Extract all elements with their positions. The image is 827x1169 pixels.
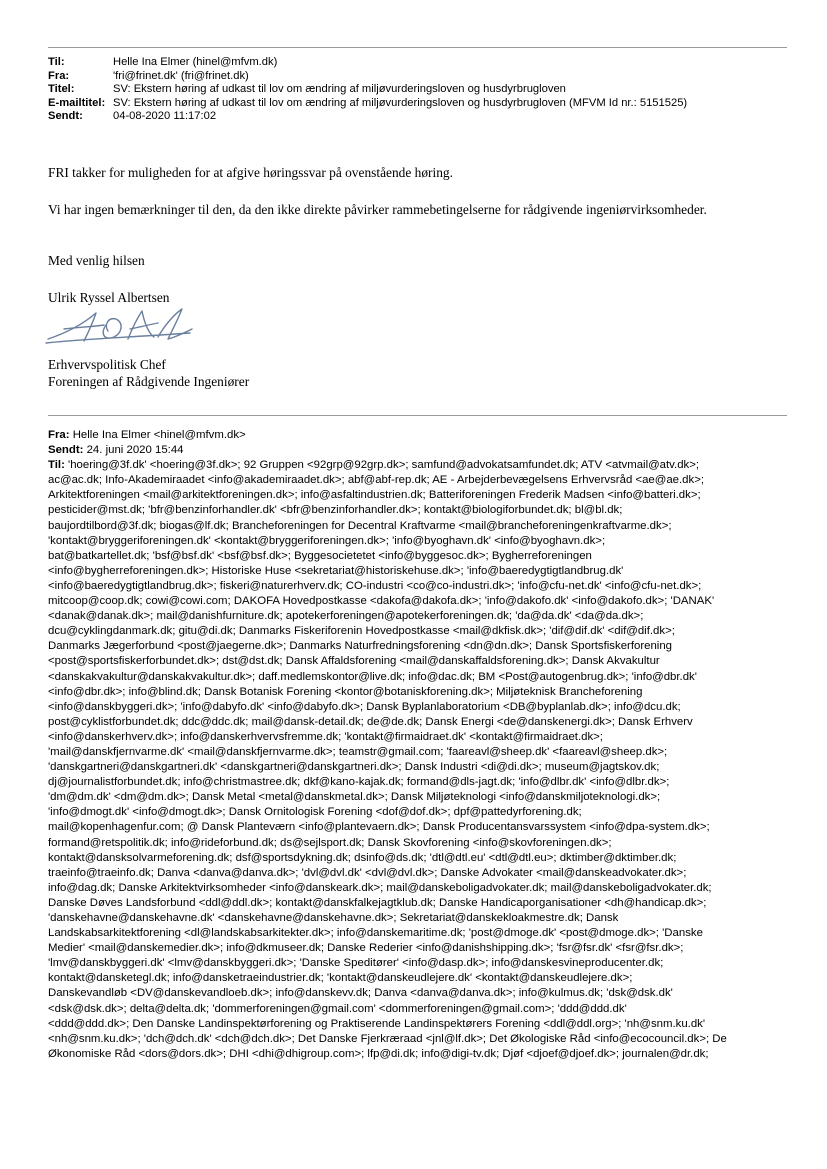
recipient-line: bat@batkartellet.dk; 'bsf@bsf.dk' <bsf@bsf.dk>; Byggesocietetet <info@byggesoc.dk>; Bygherreforeningen <box>48 549 592 562</box>
recipient-line: 'mail@danskfjernvarme.dk' <mail@danskfjernvarme.dk>; teamstr@gmail.com; 'faareavl@sheep.dk' <faareavl@sheep.dk>; <box>48 745 668 758</box>
sent-row <box>48 110 687 124</box>
recipient-line: <info@danskbyggeri.dk>; 'info@dabyfo.dk' <info@dabyfo.dk>; Dansk Byplanlaboratorium <DB@byplanlab.dk>; info@dcu.dk; <box>48 700 681 713</box>
recipient-line: Arkitektforeningen <mail@arkitektforeningen.dk>; info@asfaltindustrien.dk; Batteriforeningen Frederik Madsen <info@batteri.dk>; <box>48 489 701 502</box>
from-value: 'fri@frinet.dk' (fri@frinet.dk) <box>113 69 249 82</box>
recipient-line: <dsk@dsk.dk>; delta@delta.dk; 'dommerforeningen@gmail.com' <dommerforeningen@gmail.com>; 'ddd@ddd.dk' <box>48 1002 627 1015</box>
email-title-value: SV: Ekstern høring af udkast til lov om ændring af miljøvurderingsloven og husdyrbrugloven (MFVM Id nr.: 5151525) <box>113 96 688 109</box>
email-header <box>48 56 687 124</box>
recipient-line: dcu@cyklingdanmark.dk; gitu@di.dk; Danmarks Fiskeriforenin Hovedpostkasse <mail@dkfisk.dk>; 'dif@dif.dk' <dif@dif.dk>; <box>48 625 675 638</box>
from-row <box>48 70 687 84</box>
forwarded-to-line <box>48 458 788 473</box>
recipient-line: 'kontakt@bryggeriforeningen.dk' <kontakt@bryggeriforeningen.dk>; 'info@byoghavn.dk' <info@byoghavn.dk>; <box>48 534 606 547</box>
forwarded-from-line <box>48 428 788 443</box>
signer-organization: Foreningen af Rådgivende Ingeniører <box>48 374 250 389</box>
recipient-line: 'danskehavne@danskehavne.dk' <danskehavne@danskehavne.dk>; Sekretariat@danskekloakmestre.dk; Dansk <box>48 912 619 924</box>
forwarded-from-value: Helle Ina Elmer <hinel@mfvm.dk> <box>69 429 246 441</box>
recipient-line: traeinfo@traeinfo.dk; Danva <danva@danva.dk>; 'dvl@dvl.dk' <dvl@dvl.dk>; Danske Advokater <mail@danskeadvokater.dk>; <box>48 866 687 879</box>
recipient-line: <info@bygherreforeningen.dk>; Historiske Huse <sekretariat@historiskehuse.dk>; 'info@baeredygtigtlandbrug.dk' <box>48 564 624 577</box>
body-paragraph-2: Vi har ingen bemærkninger til den, da den ikke direkte påvirker rammebetingelserne for rådgivende ingeniørvirksomheder. <box>48 202 707 217</box>
to-value: Helle Ina Elmer (hinel@mfvm.dk) <box>113 56 278 68</box>
recipient-line: mitcoop@coop.dk; cowi@cowi.com; DAKOFA Hovedpostkasse <dakofa@dakofa.dk>; 'info@dakofo.dk' <info@dakofo.dk>; 'DANAK' <box>48 595 715 608</box>
recipient-line: Økonomiske Råd <dors@dors.dk>; DHI <dhi@dhigroup.com>; lfp@di.dk; info@digi-tv.dk; Djøf <djoef@djoef.dk>; journalen@dr.dk; <box>48 1047 709 1060</box>
recipient-line: ac@ac.dk; Info-Akademiraadet <info@akademiraadet.dk>; abf@abf-rep.dk; AE - Arbejderbevægelsens Erhvervsråd <ae@ae.dk>; <box>48 474 705 487</box>
recipient-line: 'info@dmogt.dk' <info@dmogt.dk>; Dansk Ornitologisk Forening <dof@dof.dk>; dpf@pattedyrforening.dk; <box>48 806 582 819</box>
recipient-line: <info@danskerhverv.dk>; info@danskerhvervsfremme.dk; 'kontakt@firmaidraet.dk' <kontakt@firmaidraet.dk>; <box>48 730 603 743</box>
recipient-line: Danske Døves Landsforbund <ddl@ddl.dk>; kontakt@danskfalkejagtklub.dk; Danske Handicaporganisationer <dh@handicap.dk>; <box>48 896 707 909</box>
forwarded-sent-value: 24. juni 2020 15:44 <box>83 444 184 457</box>
closing-text: Med venlig hilsen <box>48 253 145 268</box>
signer-name: Ulrik Ryssel Albertsen <box>48 290 170 305</box>
recipient-line: <ddd@ddd.dk>; Den Danske Landinspektørforening og Praktiserende Landinspektørers Forening <ddl@ddl.org>; 'nh@snm.ku.dk' <box>48 1017 706 1030</box>
sent-label: Sendt: <box>48 110 83 123</box>
recipient-line: Danmarks Jægerforbund <post@jaegerne.dk>; Danmarks Naturfredningsforening <dn@dn.dk>; Dansk Sportsfiskerforening <box>48 640 672 653</box>
recipient-line: mail@kopenhagenfur.com; @ Dansk Planteværn <info@plantevaern.dk>; Dansk Producentansvarssystem <info@dpa-system.dk>; <box>48 821 710 834</box>
recipient-line: dj@journalistforbundet.dk; info@christmastree.dk; dkf@kano-kajak.dk; formand@dls-jagt.dk; 'info@dlbr.dk' <info@dlbr.dk>; <box>48 776 670 789</box>
to-row <box>48 56 687 70</box>
recipient-line: 'dm@dm.dk' <dm@dm.dk>; Dansk Metal <metal@danskmetal.dk>; Dansk Miljøteknologi <info@danskmiljoteknologi.dk>; <box>48 791 661 804</box>
title-label: Titel: <box>48 83 75 96</box>
email-title-label: E-mailtitel: <box>48 96 106 109</box>
recipient-line: kontakt@dansketegl.dk; info@dansketraeindustrier.dk; 'kontakt@danskeudlejere.dk' <kontakt@danskeudlejere.dk>; <box>48 972 633 985</box>
recipient-line: 'hoering@3f.dk' <hoering@3f.dk>; 92 Gruppen <92grp@92grp.dk>; samfund@advokatsamfundet.dk; ATV <atvmail@atv.dk>; <box>64 459 700 472</box>
forwarded-sent-label: Sendt: <box>48 444 84 457</box>
title-value: SV: Ekstern høring af udkast til lov om ændring af miljøvurderingsloven og husdyrbrugloven <box>113 83 566 96</box>
recipient-line: Danskevandløb <DV@danskevandloeb.dk>; info@danskevv.dk; Danva <danva@danva.dk>; info@kulmus.dk; 'dsk@dsk.dk' <box>48 987 673 1000</box>
top-divider <box>48 47 787 48</box>
forwarded-message <box>48 428 788 1062</box>
recipient-line: <info@baeredygtigtlandbrug.dk>; fiskeri@naturerhverv.dk; CO-industri <co@co-industri.dk>; 'info@cfu-net.dk' <info@cfu-net.dk>; <box>48 579 702 592</box>
signer-role: Erhvervspolitisk Chef <box>48 357 166 372</box>
recipient-line: pesticider@mst.dk; 'bfr@benzinforhandler.dk' <bfr@benzinforhandler.dk>; kontakt@biologiforbundet.dk; bl@bl.dk; <box>48 504 623 517</box>
title-row <box>48 83 687 97</box>
recipient-line: 'danskgartneri@danskgartneri.dk' <danskgartneri@danskgartneri.dk>; Dansk Industri <di@di.dk>; museum@jagtskov.dk; <box>48 761 660 774</box>
forwarded-sent-line <box>48 443 788 458</box>
recipient-line: info@dag.dk; Danske Arkitektvirksomheder <info@danskeark.dk>; mail@danskeboligadvokater.dk; mail@danskeboligadvokater.dk; <box>48 881 712 894</box>
recipient-line: Landskabsarkitektforening <dl@landskabsarkitekter.dk>; info@danskemaritime.dk; 'post@dmoge.dk' <post@dmoge.dk>; 'Danske <box>48 927 703 940</box>
recipient-line: <danak@danak.dk>; mail@danishfurniture.dk; apotekerforeningen@apotekerforeningen.dk; 'da@da.dk' <da@da.dk>; <box>48 610 644 623</box>
forward-divider <box>48 415 787 416</box>
signature-image <box>44 303 194 347</box>
recipient-line: <danskakvakultur@danskakvakultur.dk>; daff.medlemskontor@live.dk; info@dac.dk; BM <Post@autogenbrug.dk>; 'info@dbr.dk' <box>48 670 697 683</box>
forwarded-to-label: Til: <box>48 459 65 472</box>
recipient-line: <info@dbr.dk>; info@blind.dk; Dansk Botanisk Forening <kontor@botaniskforening.dk>; Miljøteknisk Brancheforening <box>48 685 643 698</box>
recipient-line: kontakt@dansksolvarmeforening.dk; dsf@sportsdykning.dk; dsinfo@ds.dk; 'dtl@dtl.eu' <dtl@dtl.eu>; dktimber@dktimber.dk; <box>48 851 677 864</box>
email-title-row <box>48 97 687 111</box>
body-paragraph-1: FRI takker for muligheden for at afgive høringssvar på ovenstående høring. <box>48 165 453 180</box>
forwarded-from-label: Fra: <box>48 429 70 441</box>
sent-value: 04-08-2020 11:17:02 <box>113 110 217 123</box>
recipient-line: <nh@snm.ku.dk>; 'dch@dch.dk' <dch@dch.dk>; Det Danske Fjerkræraad <jnl@lf.dk>; Det Økologiske Råd <info@ecocouncil.dk>; De <box>48 1032 727 1045</box>
recipient-line: baujordtilbord@3f.dk; biogas@lf.dk; Brancheforeningen for Decentral Kraftvarme <mail@brancheforeningenkraftvarme.dk>; <box>48 519 672 532</box>
recipient-line: formand@retspolitik.dk; info@rideforbund.dk; ds@sejlsport.dk; Dansk Skovforening <info@skovforeningen.dk>; <box>48 836 612 849</box>
recipient-line: Medier' <mail@danskemedier.dk>; info@dkmuseer.dk; Danske Rederier <info@danishshipping.dk>; 'fsr@fsr.dk' <fsr@fsr.dk>; <box>48 942 684 955</box>
to-label: Til: <box>48 56 65 68</box>
recipient-line: post@cyklistforbundet.dk; ddc@ddc.dk; mail@dansk-detail.dk; de@de.dk; Dansk Energi <de@danskenergi.dk>; Dansk Erhverv <box>48 715 693 728</box>
recipient-line: 'lmv@danskbyggeri.dk' <lmv@danskbyggeri.dk>; 'Danske Speditører' <info@dasp.dk>; info@danskesvineproducenter.dk; <box>48 957 664 970</box>
from-label: Fra: <box>48 69 70 82</box>
recipient-line: <post@sportsfiskerforbundet.dk>; dst@dst.dk; Dansk Affaldsforening <mail@danskaffaldsforening.dk>; Dansk Akvakultur <box>48 655 660 668</box>
